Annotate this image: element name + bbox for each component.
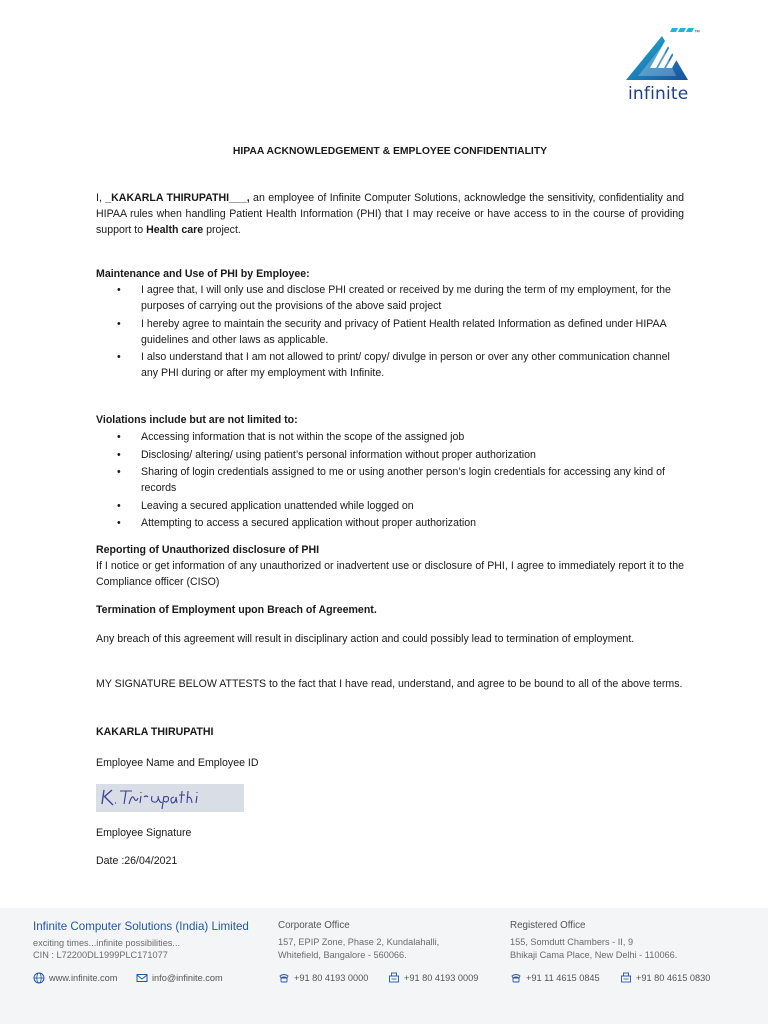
registered-fax[interactable]: +91 80 4615 0830 — [620, 972, 710, 984]
signature-label: Employee Signature — [96, 827, 192, 839]
signature-image — [96, 784, 244, 812]
signature-scribble-icon — [96, 784, 244, 812]
footer-website[interactable]: www.infinite.com — [33, 972, 117, 984]
registered-address-line2: Bhikaji Cama Place, New Delhi - 110066. — [510, 950, 678, 960]
mail-icon — [136, 972, 148, 984]
list-item: • I also understand that I am not allowed to print/ copy/ divulge in person or over any other communication channel any PHI during or after my employment with Infinite. — [96, 349, 684, 381]
phone-icon — [278, 972, 290, 984]
signature-date: Date :26/04/2021 — [96, 855, 178, 867]
phone-icon — [510, 972, 522, 984]
maintenance-list — [96, 282, 684, 383]
list-item: • I agree that, I will only use and disclose PHI created or received by me during the term of my employment, for the purposes of carrying out the provisions of the above said project — [96, 282, 684, 314]
footer-email[interactable]: info@infinite.com — [136, 972, 223, 984]
list-item: • Accessing information that is not within the scope of the assigned job — [96, 429, 684, 445]
registered-office-heading: Registered Office — [510, 920, 586, 931]
corporate-fax[interactable]: +91 80 4193 0009 — [388, 972, 478, 984]
footer-company-name: Infinite Computer Solutions (India) Limited — [33, 920, 249, 933]
list-item: • Disclosing/ altering/ using patient’s personal information without proper authorization — [96, 447, 684, 463]
trademark-mark: ™ — [694, 30, 700, 36]
termination-text: Any breach of this agreement will result in disciplinary action and could possibly lead to termination of employment. — [96, 633, 635, 645]
termination-heading: Termination of Employment upon Breach of Agreement. — [96, 604, 377, 616]
maintenance-heading: Maintenance and Use of PHI by Employee: — [96, 268, 310, 280]
reporting-text: If I notice or get information of any unauthorized or inadvertent use or disclosure of PHI, I agree to immediately report it to the Compliance officer (CISO) — [96, 560, 684, 588]
corporate-address-line2: Whitefield, Bangalore - 560066. — [278, 950, 407, 960]
list-item: • Leaving a secured application unattended while logged on — [96, 498, 684, 514]
document-title: HIPAA ACKNOWLEDGEMENT & EMPLOYEE CONFIDENTIALITY — [232, 146, 548, 157]
corporate-address-line1: 157, EPIP Zone, Phase 2, Kundalahalli, — [278, 937, 440, 947]
employee-name: KAKARLA THIRUPATHI — [96, 726, 214, 738]
corporate-phone[interactable]: +91 80 4193 0000 — [278, 972, 368, 984]
footer-cin: CIN : L72200DL1999PLC171077 — [33, 950, 168, 960]
registered-address-line1: 155, Somdutt Chambers - II, 9 — [510, 937, 634, 947]
employee-name-label: Employee Name and Employee ID — [96, 757, 259, 769]
violations-heading: Violations include but are not limited to: — [96, 414, 298, 426]
logo-wordmark: infinite — [628, 84, 689, 104]
fax-icon — [620, 972, 632, 984]
footer-tagline: exciting times...infinite possibilities... — [33, 938, 181, 948]
registered-phone[interactable]: +91 11 4615 0845 — [510, 972, 600, 984]
employee-name-inline: _KAKARLA THIRUPATHI___, — [105, 192, 250, 204]
project-name: Health care — [146, 224, 204, 236]
list-item: • Sharing of login credentials assigned to me or using another person’s login credentials for accessing any kind of records — [96, 464, 684, 496]
violations-list — [96, 429, 684, 533]
list-item: • I hereby agree to maintain the security and privacy of Patient Health related Information as defined under HIPAA guidelines and other laws as applicable. — [96, 316, 684, 348]
fax-icon — [388, 972, 400, 984]
corporate-office-heading: Corporate Office — [278, 920, 350, 931]
list-item: • Attempting to access a secured application without proper authorization — [96, 515, 684, 531]
letterhead-footer — [0, 908, 768, 1024]
reporting-heading: Reporting of Unauthorized disclosure of PHI — [96, 544, 320, 556]
globe-icon — [33, 972, 45, 984]
intro-paragraph: I, _KAKARLA THIRUPATHI___, an employee of Infinite Computer Solutions, acknowledge the sensitivity, confidentiality and HIPAA rules when handling Patient Health Information (PHI) that I may receive or have access to in the course of providing support to Health care project. — [96, 192, 684, 236]
attestation-text: MY SIGNATURE BELOW ATTESTS to the fact that I have read, understand, and agree to be bound to all of the above terms. — [96, 678, 683, 690]
